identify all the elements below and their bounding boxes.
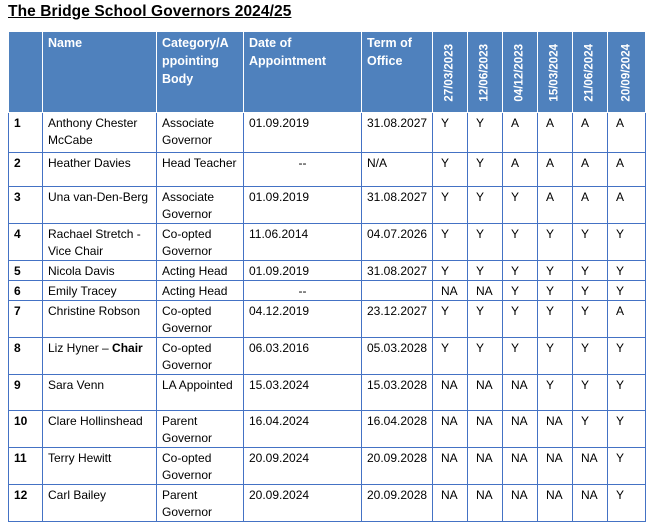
term-of-office: 20.09.2028 (362, 485, 433, 522)
attendance-cell: NA (503, 448, 538, 485)
attendance-cell: Y (503, 338, 538, 375)
attendance-cell: NA (433, 375, 468, 411)
attendance-cell: Y (468, 261, 503, 281)
attendance-cell: Y (538, 301, 573, 338)
governor-name-text: Rachael Stretch - Vice Chair (48, 227, 141, 258)
governor-name (43, 281, 157, 301)
governor-name-text: Liz Hyner – (48, 341, 109, 355)
governor-category: Head Teacher (157, 153, 244, 187)
attendance-cell: Y (468, 301, 503, 338)
attendance-cell: Y (503, 224, 538, 261)
governor-name-text: Terry Hewitt (48, 451, 112, 465)
header-meeting-4: 15/03/2024 (538, 32, 573, 113)
attendance-cell: Y (608, 338, 646, 375)
governor-name-text: Nicola Davis (48, 264, 115, 278)
governor-category: Associate Governor (157, 187, 244, 224)
attendance-cell: Y (573, 261, 608, 281)
attendance-cell: NA (468, 375, 503, 411)
table-row (9, 187, 646, 224)
attendance-cell: NA (503, 411, 538, 448)
attendance-cell: A (573, 113, 608, 153)
attendance-cell: Y (468, 338, 503, 375)
governor-category: Acting Head (157, 281, 244, 301)
governor-name (43, 448, 157, 485)
governor-name-text: Emily Tracey (48, 284, 117, 298)
date-of-appointment: 01.09.2019 (244, 261, 362, 281)
header-name: Name (43, 32, 157, 113)
header-meeting-2: 12/06/2023 (468, 32, 503, 113)
attendance-cell: Y (538, 224, 573, 261)
attendance-cell: Y (433, 301, 468, 338)
governor-category: LA Appointed (157, 375, 244, 411)
header-meeting-3: 04/12/2023 (503, 32, 538, 113)
attendance-cell: NA (468, 281, 503, 301)
row-number: 10 (9, 411, 43, 448)
attendance-cell: Y (608, 261, 646, 281)
term-of-office: 23.12.2027 (362, 301, 433, 338)
term-of-office: N/A (362, 153, 433, 187)
governor-category: Co-opted Governor (157, 448, 244, 485)
governor-name (43, 153, 157, 187)
term-of-office (362, 281, 433, 301)
attendance-cell: NA (538, 485, 573, 522)
attendance-cell: NA (468, 448, 503, 485)
attendance-cell: NA (538, 411, 573, 448)
attendance-cell: NA (433, 485, 468, 522)
row-number: 6 (9, 281, 43, 301)
attendance-cell: Y (573, 281, 608, 301)
attendance-cell: Y (573, 411, 608, 448)
governor-name (43, 485, 157, 522)
table-row (9, 261, 646, 281)
term-of-office: 04.07.2026 (362, 224, 433, 261)
attendance-cell: Y (538, 338, 573, 375)
attendance-cell: Y (573, 301, 608, 338)
attendance-cell: NA (538, 448, 573, 485)
attendance-cell: Y (468, 153, 503, 187)
row-number: 8 (9, 338, 43, 375)
governor-name (43, 187, 157, 224)
date-of-appointment: -- (244, 153, 362, 187)
table-row (9, 448, 646, 485)
governor-role-bold: Chair (112, 341, 143, 355)
term-of-office: 16.04.2028 (362, 411, 433, 448)
attendance-cell: Y (608, 375, 646, 411)
attendance-cell: NA (433, 411, 468, 448)
governor-name-text: Una van-Den-Berg (48, 190, 149, 204)
table-body (9, 113, 646, 522)
term-of-office: 31.08.2027 (362, 113, 433, 153)
attendance-cell: A (608, 113, 646, 153)
row-number: 11 (9, 448, 43, 485)
attendance-cell: Y (538, 261, 573, 281)
table-header-row (9, 32, 646, 113)
row-number: 1 (9, 113, 43, 153)
attendance-cell: NA (433, 448, 468, 485)
governor-category: Parent Governor (157, 485, 244, 522)
governor-name-text: Christine Robson (48, 304, 141, 318)
row-number: 9 (9, 375, 43, 411)
attendance-cell: A (573, 153, 608, 187)
table-row (9, 224, 646, 261)
governors-table (8, 31, 646, 522)
governor-name (43, 375, 157, 411)
attendance-cell: Y (538, 281, 573, 301)
header-number (9, 32, 43, 113)
date-of-appointment: 16.04.2024 (244, 411, 362, 448)
attendance-cell: Y (608, 281, 646, 301)
attendance-cell: A (608, 153, 646, 187)
attendance-cell: Y (433, 113, 468, 153)
attendance-cell: A (573, 187, 608, 224)
governor-name (43, 411, 157, 448)
governor-name (43, 261, 157, 281)
header-meeting-6: 20/09/2024 (608, 32, 646, 113)
table-row (9, 411, 646, 448)
table-row (9, 281, 646, 301)
governor-category: Parent Governor (157, 411, 244, 448)
attendance-cell: Y (573, 338, 608, 375)
attendance-cell: NA (573, 485, 608, 522)
date-of-appointment: -- (244, 281, 362, 301)
date-of-appointment: 04.12.2019 (244, 301, 362, 338)
term-of-office: 20.09.2028 (362, 448, 433, 485)
attendance-cell: A (538, 113, 573, 153)
date-of-appointment: 06.03.2016 (244, 338, 362, 375)
table-row (9, 485, 646, 522)
attendance-cell: A (538, 187, 573, 224)
governor-name-text: Anthony Chester McCabe (48, 116, 138, 147)
date-of-appointment: 20.09.2024 (244, 485, 362, 522)
attendance-cell: Y (468, 224, 503, 261)
attendance-cell: Y (608, 448, 646, 485)
attendance-cell: A (503, 153, 538, 187)
attendance-cell: A (503, 113, 538, 153)
attendance-cell: Y (433, 338, 468, 375)
governor-name (43, 338, 157, 375)
governor-category: Co-opted Governor (157, 338, 244, 375)
attendance-cell: NA (503, 485, 538, 522)
attendance-cell: Y (433, 261, 468, 281)
attendance-cell: NA (433, 281, 468, 301)
date-of-appointment: 15.03.2024 (244, 375, 362, 411)
header-category: Category/A ppointing Body (157, 32, 244, 113)
attendance-cell: Y (503, 187, 538, 224)
row-number: 4 (9, 224, 43, 261)
term-of-office: 31.08.2027 (362, 187, 433, 224)
attendance-cell: Y (573, 224, 608, 261)
row-number: 2 (9, 153, 43, 187)
date-of-appointment: 01.09.2019 (244, 113, 362, 153)
governor-category: Co-opted Governor (157, 224, 244, 261)
date-of-appointment: 20.09.2024 (244, 448, 362, 485)
table-row (9, 153, 646, 187)
attendance-cell: A (538, 153, 573, 187)
row-number: 5 (9, 261, 43, 281)
attendance-cell: A (608, 301, 646, 338)
attendance-cell: Y (573, 375, 608, 411)
date-of-appointment: 11.06.2014 (244, 224, 362, 261)
header-date-appointment: Date of Appointment (244, 32, 362, 113)
governor-category: Associate Governor (157, 113, 244, 153)
governor-name-text: Heather Davies (48, 156, 131, 170)
attendance-cell: Y (468, 113, 503, 153)
attendance-cell: Y (503, 281, 538, 301)
attendance-cell: NA (573, 448, 608, 485)
row-number: 7 (9, 301, 43, 338)
governor-category: Co-opted Governor (157, 301, 244, 338)
governor-name-text: Clare Hollinshead (48, 414, 143, 428)
attendance-cell: Y (468, 187, 503, 224)
table-row (9, 113, 646, 153)
attendance-cell: Y (433, 224, 468, 261)
attendance-cell: Y (433, 187, 468, 224)
header-meeting-5: 21/06/2024 (573, 32, 608, 113)
table-row (9, 338, 646, 375)
attendance-cell: Y (433, 153, 468, 187)
attendance-cell: Y (503, 261, 538, 281)
governor-name-text: Sara Venn (48, 378, 105, 392)
header-meeting-1: 27/03/2023 (433, 32, 468, 113)
attendance-cell: Y (608, 224, 646, 261)
governor-name (43, 113, 157, 153)
table-row (9, 375, 646, 411)
term-of-office: 31.08.2027 (362, 261, 433, 281)
term-of-office: 15.03.2028 (362, 375, 433, 411)
row-number: 3 (9, 187, 43, 224)
governor-name (43, 224, 157, 261)
attendance-cell: A (608, 187, 646, 224)
governor-name-text: Carl Bailey (48, 488, 107, 502)
row-number: 12 (9, 485, 43, 522)
attendance-cell: NA (468, 411, 503, 448)
page-title: The Bridge School Governors 2024/25 (8, 3, 292, 20)
term-of-office: 05.03.2028 (362, 338, 433, 375)
attendance-cell: NA (503, 375, 538, 411)
table-row (9, 301, 646, 338)
attendance-cell: NA (468, 485, 503, 522)
attendance-cell: Y (608, 411, 646, 448)
attendance-cell: Y (608, 485, 646, 522)
header-term-of-office: Term of Office (362, 32, 433, 113)
attendance-cell: Y (503, 301, 538, 338)
attendance-cell: Y (538, 375, 573, 411)
governor-name (43, 301, 157, 338)
governor-category: Acting Head (157, 261, 244, 281)
date-of-appointment: 01.09.2019 (244, 187, 362, 224)
